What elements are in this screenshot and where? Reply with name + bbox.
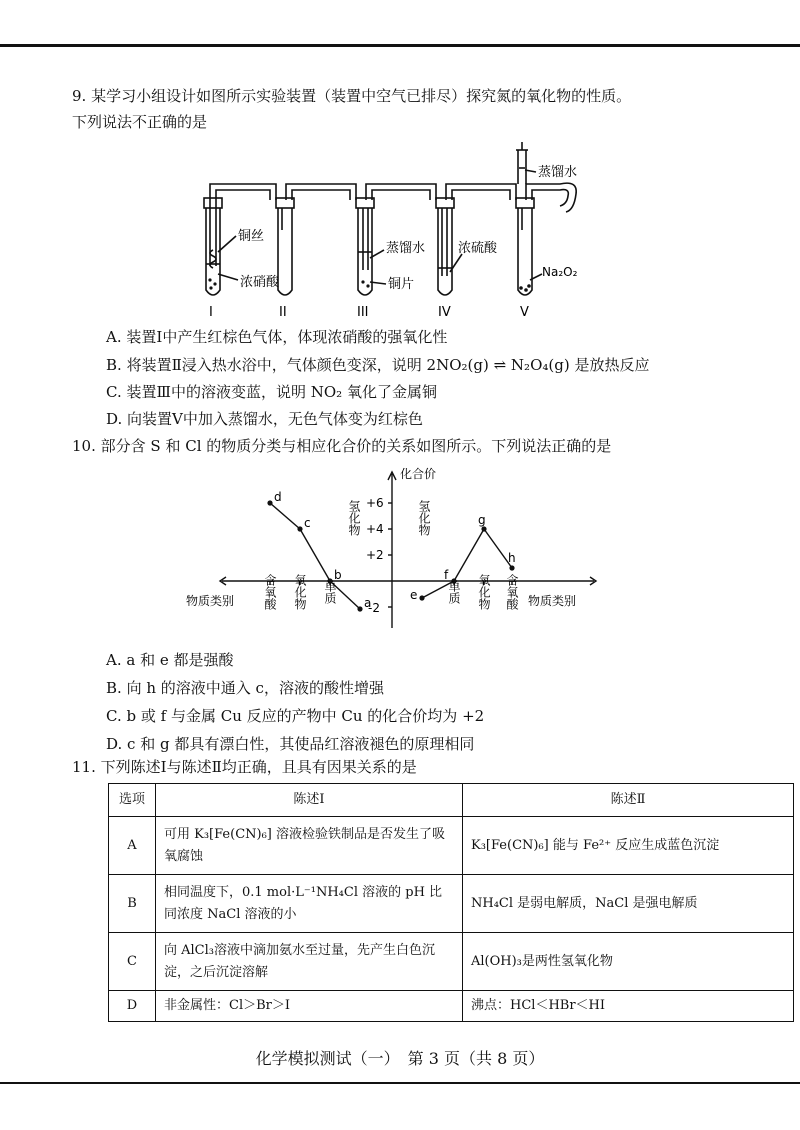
y-tick-2: +2 — [366, 548, 384, 562]
row-key: C — [109, 933, 156, 991]
row-key: A — [109, 817, 156, 875]
y-axis-title: 化合价 — [400, 467, 437, 481]
label-copper-wire: 铜丝 — [238, 229, 265, 244]
q9-option-a: A. 装置Ⅰ中产生红棕色气体，体现浓硝酸的强氧化性 — [106, 328, 448, 346]
label-d: d — [274, 490, 282, 504]
q10-option-b: B. 向 h 的溶液中通入 c，溶液的酸性增强 — [106, 679, 384, 697]
header-option: 选项 — [109, 784, 156, 817]
cat-right-oxide: 氧化物 — [477, 574, 491, 610]
table-row — [109, 875, 794, 933]
y-tick-neg2: -2 — [368, 601, 380, 615]
cat-right-hydride: 氢化物 — [417, 500, 431, 536]
label-e: e — [410, 588, 418, 602]
row-statement-1: 非金属性：Cl＞Br＞I — [156, 991, 463, 1022]
q10-stem: 部分含 S 和 Cl 的物质分类与相应化合价的关系如图所示。下列说法正确的是 — [100, 437, 612, 455]
x-axis-title-right: 物质类别 — [528, 594, 577, 608]
q11-line — [72, 757, 417, 777]
top-rule — [0, 44, 800, 47]
q11-stem: 下列陈述Ⅰ与陈述Ⅱ均正确，且具有因果关系的是 — [100, 758, 417, 776]
row-key: D — [109, 991, 156, 1022]
cat-left-oxide: 氧化物 — [293, 574, 307, 610]
row-statement-1: 相同温度下，0.1 mol·L⁻¹NH₄Cl 溶液的 pH 比同浓度 NaCl 溶液的小 — [156, 875, 463, 933]
x-category-labels-right — [417, 500, 519, 611]
table-row — [109, 933, 794, 991]
q9-option-c: C. 装置Ⅲ中的溶液变蓝，说明 NO₂ 氧化了金属铜 — [106, 383, 437, 401]
label-b: b — [334, 568, 342, 582]
row-statement-2: NH₄Cl 是弱电解质，NaCl 是强电解质 — [463, 875, 794, 933]
q10-line — [72, 436, 611, 456]
point-e — [419, 595, 424, 600]
label-g: g — [478, 513, 486, 527]
label-distilled-water-mid: 蒸馏水 — [386, 241, 426, 256]
q9-line1 — [72, 86, 631, 106]
label-conc-nitric: 浓硝酸 — [240, 275, 280, 290]
label-copper-sheet: 铜片 — [388, 277, 415, 292]
row-statement-1: 可用 K₃[Fe(CN)₆] 溶液检验铁制品是否发生了吸氧腐蚀 — [156, 817, 463, 875]
header-statement-1: 陈述Ⅰ — [156, 784, 463, 817]
cat-left-oxyacid: 含氧酸 — [263, 574, 277, 610]
tube-label-2: II — [279, 305, 287, 320]
cat-right-element: 单质 — [447, 580, 461, 604]
q10-option-c: C. b 或 f 与金属 Cu 反应的产物中 Cu 的化合价均为 +2 — [106, 707, 485, 725]
q9-option-b: B. 将装置Ⅱ浸入热水浴中，气体颜色变深，说明 2NO₂(g) ⇌ N₂O₄(g) 是放热反应 — [106, 356, 650, 374]
q10-valence-diagram — [186, 466, 606, 644]
point-d — [267, 500, 272, 505]
table-row — [109, 991, 794, 1022]
q9-apparatus-figure — [180, 140, 610, 322]
label-na2o2: Na₂O₂ — [542, 265, 578, 279]
cat-right-oxyacid: 含氧酸 — [505, 574, 519, 610]
x-axis-title-left: 物质类别 — [186, 594, 235, 608]
row-statement-2: Al(OH)₃是两性氢氧化物 — [463, 933, 794, 991]
label-a: a — [364, 596, 372, 610]
label-conc-sulfuric: 浓硫酸 — [458, 241, 498, 256]
tube-label-3: III — [357, 305, 369, 320]
row-statement-1: 向 AlCl₃溶液中滴加氨水至过量，先产生白色沉淀，之后沉淀溶解 — [156, 933, 463, 991]
row-statement-2: 沸点：HCl＜HBr＜HI — [463, 991, 794, 1022]
bottom-rule — [0, 1082, 800, 1084]
tube-label-5: V — [520, 305, 529, 320]
label-distilled-water-top: 蒸馏水 — [538, 165, 578, 180]
point-h — [509, 565, 514, 570]
y-tick-6: +6 — [366, 496, 384, 510]
q11-number: 11. — [72, 758, 96, 776]
q9-stem-line2: 下列说法不正确的是 — [72, 113, 208, 131]
cat-left-hydride: 氢化物 — [347, 500, 361, 536]
point-c — [297, 526, 302, 531]
q9-option-d: D. 向装置Ⅴ中加入蒸馏水，无色气体变为红棕色 — [106, 410, 423, 428]
q9-stem-line1: 某学习小组设计如图所示实验装置（装置中空气已排尽）探究氮的氧化物的性质。 — [91, 87, 632, 105]
q10-number: 10. — [72, 437, 96, 455]
q10-option-a: A. a 和 e 都是强酸 — [106, 651, 234, 669]
point-a — [357, 606, 362, 611]
table-row — [109, 817, 794, 875]
label-c: c — [304, 516, 311, 530]
x-category-labels-left — [263, 500, 361, 611]
header-statement-2: 陈述Ⅱ — [463, 784, 794, 817]
row-statement-2: K₃[Fe(CN)₆] 能与 Fe²⁺ 反应生成蓝色沉淀 — [463, 817, 794, 875]
point-g — [481, 526, 486, 531]
table-header-row — [109, 784, 794, 817]
page-footer: 化学模拟测试（一） 第 3 页（共 8 页） — [255, 1049, 545, 1068]
q10-option-d: D. c 和 g 都具有漂白性，其使品红溶液褪色的原理相同 — [106, 735, 475, 753]
tube-label-4: IV — [438, 305, 451, 320]
y-tick-4: +4 — [366, 522, 384, 536]
tube-label-1: I — [209, 305, 213, 320]
q11-table — [108, 783, 794, 1022]
row-key: B — [109, 875, 156, 933]
label-f: f — [444, 568, 449, 582]
label-h: h — [508, 551, 516, 565]
q9-number: 9. — [72, 87, 87, 105]
cat-left-element: 单质 — [323, 580, 337, 604]
